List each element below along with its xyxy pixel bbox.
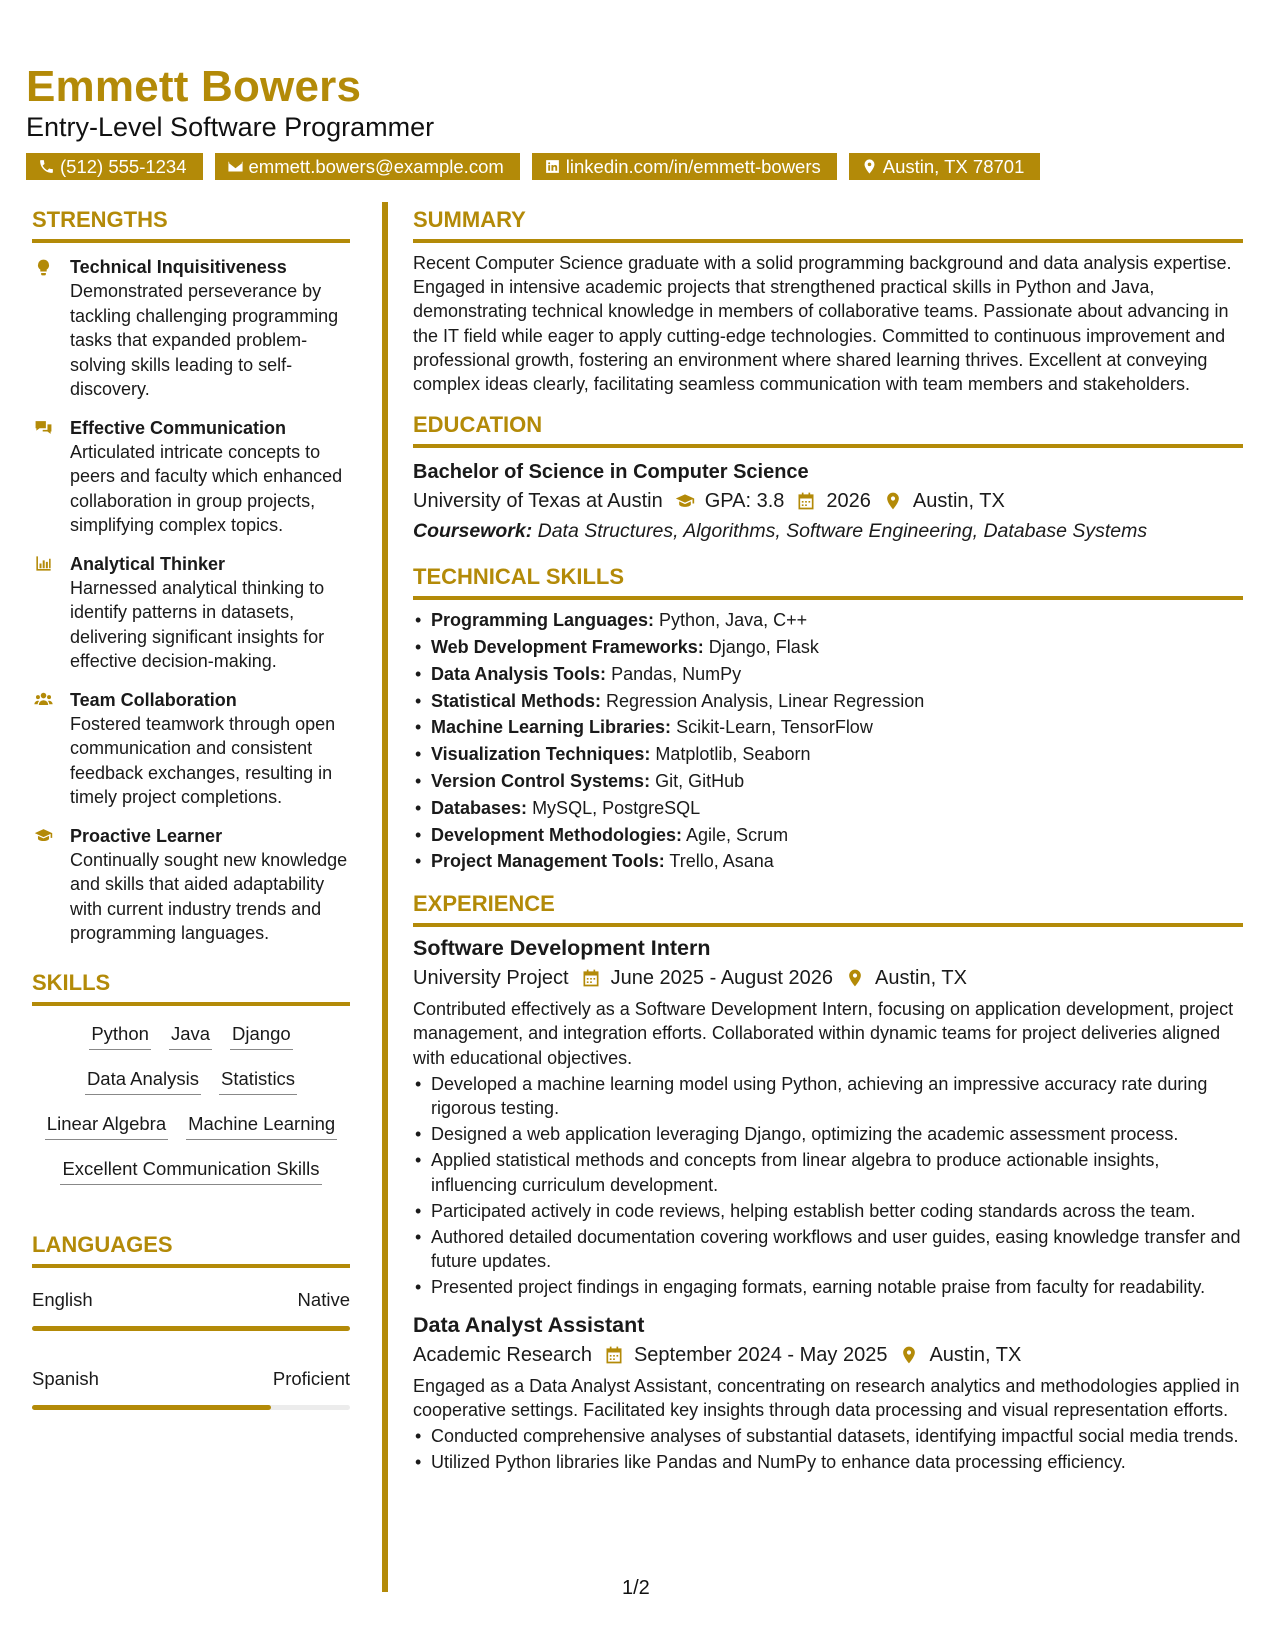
phone-icon bbox=[38, 158, 55, 175]
bar-chart-icon bbox=[32, 554, 54, 574]
skill-tag: Data Analysis bbox=[85, 1067, 201, 1095]
experience-heading: EXPERIENCE bbox=[413, 891, 555, 917]
school-name: University of Texas at Austin bbox=[413, 490, 663, 513]
education-heading: EDUCATION bbox=[413, 412, 543, 438]
right-column bbox=[413, 205, 1243, 1474]
skill-row bbox=[32, 1104, 350, 1149]
list-item: • Web Development Frameworks: Django, Flask bbox=[413, 634, 1243, 661]
contact-location-text: Austin, TX 78701 bbox=[882, 156, 1025, 177]
section-rule bbox=[413, 444, 1243, 448]
skill-row bbox=[32, 1149, 350, 1194]
job-entry bbox=[413, 1310, 1243, 1475]
list-item: • Participated actively in code reviews, helping establish better coding standards across the team. bbox=[413, 1199, 1243, 1223]
candidate-name: Emmett Bowers bbox=[26, 62, 362, 111]
section-rule bbox=[32, 1002, 350, 1006]
list-item: • Conducted comprehensive analyses of substantial datasets, identifying impactful social media trends. bbox=[413, 1424, 1243, 1448]
strength-title: Team Collaboration bbox=[70, 689, 237, 710]
list-item: • Designed a web application leveraging Django, optimizing the academic assessment process. bbox=[413, 1122, 1243, 1146]
list-item: • Version Control Systems: Git, GitHub bbox=[413, 768, 1243, 795]
page-number: 1/2 bbox=[622, 1577, 650, 1599]
technical-skills-heading: TECHNICAL SKILLS bbox=[413, 564, 625, 590]
contact-phone-text: (512) 555-1234 bbox=[60, 156, 187, 177]
strength-desc: Articulated intricate concepts to peers and faculty which enhanced collaboration in group projects, simplifying complex topics. bbox=[70, 441, 343, 535]
calendar-icon bbox=[604, 1345, 624, 1365]
strength-desc: Demonstrated perseverance by tackling challenging programming tasks that expanded problem-solving skills leading to self-discovery. bbox=[70, 281, 339, 399]
skill-tag: Python bbox=[89, 1022, 151, 1050]
list-item: • Utilized Python libraries like Pandas and NumPy to enhance data processing efficiency. bbox=[413, 1450, 1243, 1474]
job-bullets bbox=[413, 1072, 1243, 1300]
job-meta bbox=[413, 963, 1243, 993]
coursework-label: Coursework: bbox=[413, 520, 533, 543]
list-item: • Databases: MySQL, PostgreSQL bbox=[413, 795, 1243, 822]
candidate-title: Entry-Level Software Programmer bbox=[26, 112, 435, 142]
contact-linkedin-text: linkedin.com/in/emmett-bowers bbox=[565, 156, 821, 177]
languages-heading: LANGUAGES bbox=[32, 1231, 173, 1257]
list-item: • Data Analysis Tools: Pandas, NumPy bbox=[413, 661, 1243, 688]
job-location: Austin, TX bbox=[929, 1343, 1022, 1366]
list-item: • Development Methodologies: Agile, Scrum bbox=[413, 822, 1243, 849]
section-rule bbox=[413, 923, 1243, 927]
job-description: Contributed effectively as a Software Development Intern, focusing on application development, project management, and integration efforts. Collaborated within dynamic teams for project deliveries aligned with educational objectives. bbox=[413, 999, 1234, 1068]
strength-desc: Continually sought new knowledge and skills that aided adaptability with current industry trends and programming languages. bbox=[70, 849, 348, 943]
job-org: Academic Research bbox=[413, 1343, 592, 1366]
strength-item bbox=[32, 255, 350, 402]
strength-item bbox=[32, 552, 350, 674]
language-bar bbox=[32, 1405, 350, 1410]
strength-desc: Fostered teamwork through open communication and consistent feedback exchanges, resulting in timely project completions. bbox=[70, 713, 336, 807]
strength-item bbox=[32, 688, 350, 810]
graduation-cap-icon bbox=[32, 826, 54, 846]
job-title: Data Analyst Assistant bbox=[413, 1312, 645, 1337]
gpa: GPA: 3.8 bbox=[704, 490, 785, 513]
language-bar-fill bbox=[32, 1326, 350, 1331]
contact-email[interactable] bbox=[215, 153, 520, 180]
skills-list bbox=[32, 1014, 350, 1194]
users-icon bbox=[32, 690, 54, 710]
job-title: Software Development Intern bbox=[413, 936, 711, 961]
list-item: • Developed a machine learning model using Python, achieving an impressive accuracy rate during rigorous testing. bbox=[413, 1072, 1243, 1120]
list-item: • Authored detailed documentation covering workflows and user guides, easing knowledge transfer and future updates. bbox=[413, 1225, 1243, 1273]
column-divider bbox=[382, 202, 388, 1592]
section-rule bbox=[413, 239, 1243, 243]
section-rule bbox=[413, 596, 1243, 600]
skill-tag: Java bbox=[169, 1022, 212, 1050]
education-meta bbox=[413, 486, 1243, 516]
linkedin-icon bbox=[544, 158, 561, 175]
strength-item bbox=[32, 824, 350, 946]
list-item: • Statistical Methods: Regression Analysis, Linear Regression bbox=[413, 688, 1243, 715]
degree-title: Bachelor of Science in Computer Science bbox=[413, 461, 809, 484]
calendar-icon bbox=[581, 968, 601, 988]
language-level: Proficient bbox=[272, 1367, 350, 1389]
skill-row bbox=[32, 1014, 350, 1059]
language-bar bbox=[32, 1326, 350, 1331]
section-rule bbox=[32, 1264, 350, 1268]
skill-row bbox=[32, 1059, 350, 1104]
job-dates: September 2024 - May 2025 bbox=[633, 1343, 888, 1366]
job-location: Austin, TX bbox=[875, 967, 967, 990]
language-name: Spanish bbox=[32, 1367, 99, 1389]
map-pin-icon bbox=[861, 158, 878, 175]
contact-location[interactable] bbox=[849, 153, 1041, 180]
language-bar-fill bbox=[32, 1405, 271, 1410]
language-name: English bbox=[32, 1288, 93, 1310]
strength-title: Effective Communication bbox=[70, 417, 287, 438]
lightbulb-icon bbox=[32, 257, 54, 277]
language-level: Native bbox=[297, 1288, 350, 1310]
strengths-heading: STRENGTHS bbox=[32, 207, 168, 232]
list-item: • Visualization Techniques: Matplotlib, Seaborn bbox=[413, 741, 1243, 768]
calendar-icon bbox=[796, 491, 816, 511]
technical-skills-list bbox=[413, 607, 1243, 875]
list-item: • Project Management Tools: Trello, Asana bbox=[413, 848, 1243, 875]
left-column bbox=[32, 205, 350, 1410]
job-org: University Project bbox=[413, 967, 569, 990]
contact-phone[interactable] bbox=[26, 153, 203, 180]
strength-item bbox=[32, 416, 350, 538]
language-item bbox=[32, 1288, 350, 1331]
skill-tag: Machine Learning bbox=[186, 1112, 337, 1140]
map-pin-icon bbox=[899, 1345, 919, 1365]
job-bullets bbox=[413, 1424, 1243, 1474]
skill-tag: Excellent Communication Skills bbox=[60, 1157, 321, 1185]
skills-heading: SKILLS bbox=[32, 969, 111, 995]
chat-bubbles-icon bbox=[32, 418, 54, 438]
graduation-year: 2026 bbox=[826, 490, 871, 513]
summary-text: Recent Computer Science graduate with a solid programming background and data analysis expertise. Engaged in intensive academic projects that strengthened practical skills in Python and Java, demonstrating technical knowledge in members of collaborative teams. Passionate about advancing in the IT field while eager to apply cutting-edge technologies. Committed to continuous improvement and professional growth, fostering an environment where shared learning thrives. Excellent at conveying complex ideas clearly, facilitating seamless communication with team members and stakeholders. bbox=[413, 253, 1232, 395]
coursework bbox=[413, 516, 1243, 546]
contact-linkedin[interactable] bbox=[532, 153, 837, 180]
list-item: • Programming Languages: Python, Java, C++ bbox=[413, 607, 1243, 634]
contact-email-text: emmett.bowers@example.com bbox=[248, 156, 504, 177]
list-item: • Presented project findings in engaging formats, earning notable praise from faculty for readability. bbox=[413, 1275, 1243, 1299]
job-meta bbox=[413, 1340, 1243, 1370]
strength-title: Proactive Learner bbox=[70, 825, 223, 846]
skill-tag: Linear Algebra bbox=[45, 1112, 168, 1140]
coursework-list: Data Structures, Algorithms, Software Engineering, Database Systems bbox=[537, 520, 1148, 543]
strength-title: Technical Inquisitiveness bbox=[70, 257, 287, 277]
contact-bar bbox=[26, 153, 1040, 180]
strength-desc: Harnessed analytical thinking to identify patterns in datasets, delivering significant insights for effective decision-making. bbox=[70, 577, 325, 671]
graduation-cap-icon bbox=[675, 491, 695, 511]
map-pin-icon bbox=[845, 968, 865, 988]
language-item bbox=[32, 1367, 350, 1410]
skill-tag: Statistics bbox=[219, 1067, 297, 1095]
skill-tag: Django bbox=[230, 1022, 293, 1050]
map-pin-icon bbox=[883, 491, 903, 511]
list-item: • Machine Learning Libraries: Scikit-Learn, TensorFlow bbox=[413, 714, 1243, 741]
summary-heading: SUMMARY bbox=[413, 207, 526, 232]
job-description: Engaged as a Data Analyst Assistant, concentrating on research analytics and methodologies applied in cooperative settings. Facilitated key insights through data processing and visual representation efforts. bbox=[413, 1375, 1240, 1420]
job-dates: June 2025 - August 2026 bbox=[610, 967, 834, 990]
list-item: • Applied statistical methods and concepts from linear algebra to produce actionable insights, influencing curriculum development. bbox=[413, 1148, 1243, 1196]
job-entry bbox=[413, 933, 1243, 1299]
school-location: Austin, TX bbox=[912, 490, 1005, 513]
strength-title: Analytical Thinker bbox=[70, 553, 226, 574]
section-rule bbox=[32, 239, 350, 243]
envelope-icon bbox=[227, 158, 244, 175]
